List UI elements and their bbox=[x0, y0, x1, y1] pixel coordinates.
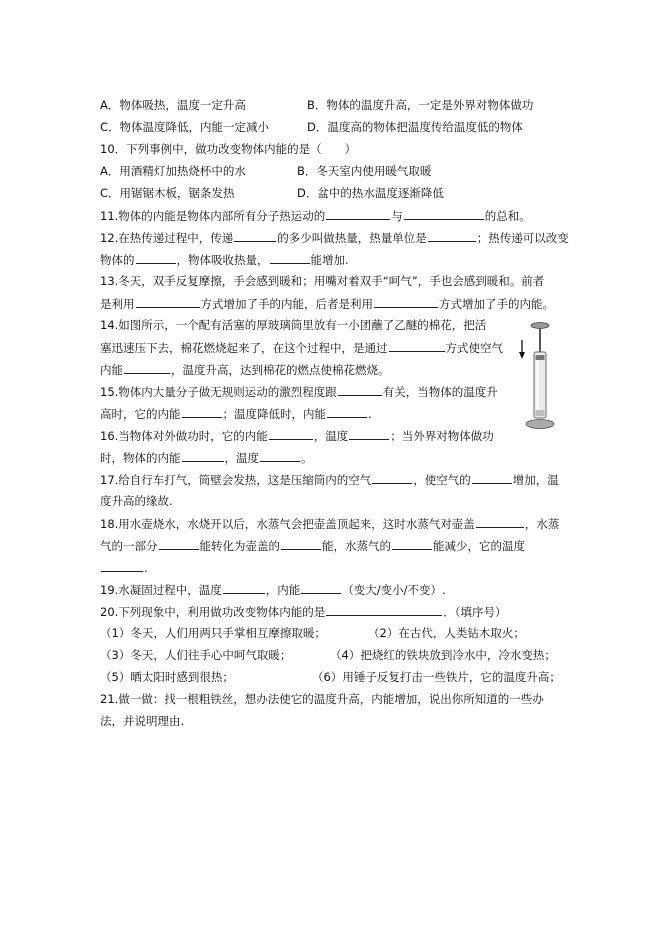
text-segment: ，温度 bbox=[313, 429, 349, 443]
text-segment: 。 bbox=[301, 451, 313, 465]
answer-blank[interactable] bbox=[476, 516, 524, 528]
answer-blank[interactable] bbox=[270, 252, 310, 264]
text-line bbox=[312, 670, 561, 684]
text-segment: 塞迅速压下去，棉花燃烧起来了，在这个过程中，是通过 bbox=[100, 341, 388, 355]
text-line bbox=[100, 296, 554, 311]
text-segment: 12.在热传递过程中，传递 bbox=[100, 231, 234, 245]
answer-blank[interactable] bbox=[472, 472, 512, 484]
text-segment: （变大/变小/不变）. bbox=[342, 583, 446, 597]
text-line bbox=[100, 120, 269, 134]
text-segment: 度升高的缘故. bbox=[100, 494, 173, 508]
text-segment: （6）用锤子反复打击一些铁片，它的温度升高； bbox=[312, 670, 561, 684]
answer-blank[interactable] bbox=[326, 208, 390, 220]
answer-blank[interactable] bbox=[428, 230, 476, 242]
text-line bbox=[100, 604, 507, 619]
text-segment: ，内能 bbox=[265, 583, 301, 597]
answer-blank[interactable] bbox=[260, 450, 300, 462]
text-line bbox=[100, 208, 531, 223]
down-arrow-icon bbox=[519, 340, 525, 359]
text-segment: 11.物体的内能是物体内部所有分子热运动的 bbox=[100, 209, 326, 223]
text-line bbox=[100, 538, 525, 553]
text-segment: D．温度高的物体把温度传给温度低的物体 bbox=[307, 120, 523, 134]
text-segment: C．用锯锯木板，锯条发热 bbox=[100, 186, 235, 200]
text-segment: 方式增加了手的内能，后者是利用 bbox=[200, 297, 373, 311]
text-line bbox=[100, 230, 569, 245]
text-line bbox=[100, 648, 291, 662]
text-line bbox=[100, 274, 544, 288]
text-line bbox=[100, 516, 559, 531]
text-segment: 19.水凝固过程中，温度 bbox=[100, 583, 222, 597]
text-line bbox=[100, 98, 246, 112]
text-segment: 18.用水壶烧水，水烧开以后，水蒸气会把壶盖顶起来，这时水蒸气对壶盖 bbox=[100, 517, 475, 531]
answer-blank[interactable] bbox=[182, 450, 224, 462]
text-segment: C．物体温度降低，内能一定减小 bbox=[100, 120, 270, 134]
text-segment: D．盆中的热水温度逐渐降低 bbox=[297, 186, 444, 200]
text-line bbox=[100, 450, 313, 465]
answer-blank[interactable] bbox=[392, 538, 432, 550]
text-segment: ，温度升高，达到棉花的燃点使棉花燃烧。 bbox=[171, 363, 390, 377]
text-segment: . bbox=[368, 407, 372, 421]
text-segment: 16.当物体对外做功时，它的内能 bbox=[100, 429, 268, 443]
text-line bbox=[100, 692, 544, 706]
text-segment: 增加，温 bbox=[512, 473, 559, 487]
text-segment: 物体的 bbox=[100, 253, 135, 267]
answer-blank[interactable] bbox=[269, 428, 313, 440]
answer-blank[interactable] bbox=[374, 296, 438, 308]
text-segment: （3）冬天，人们往手心中呵气取暖； bbox=[100, 648, 292, 662]
text-line bbox=[100, 472, 559, 487]
answer-blank[interactable] bbox=[326, 604, 442, 616]
answer-blank[interactable] bbox=[327, 406, 367, 418]
text-segment: 13.冬天，双手反复摩擦，手会感到暖和；用嘴对着双手“呵气”，手也会感到暖和。前者 bbox=[100, 274, 545, 288]
text-line bbox=[100, 494, 173, 508]
text-segment: ；当外界对物体做功 bbox=[390, 429, 494, 443]
text-segment: ，物体吸收热量， bbox=[176, 253, 269, 267]
text-segment: （1）冬天，人们用两只手掌相互摩擦取暖； bbox=[100, 626, 326, 640]
piston-icon bbox=[531, 323, 549, 357]
answer-blank[interactable] bbox=[159, 538, 199, 550]
tube-base bbox=[526, 420, 554, 429]
text-line bbox=[100, 428, 494, 443]
answer-blank[interactable] bbox=[404, 208, 484, 220]
answer-blank[interactable] bbox=[281, 538, 321, 550]
text-segment: 高时，它的内能 bbox=[100, 407, 181, 421]
text-line bbox=[100, 186, 235, 200]
text-segment: 有关，当物体的温度升 bbox=[382, 385, 498, 399]
text-line bbox=[100, 252, 349, 267]
answer-blank[interactable] bbox=[349, 428, 389, 440]
text-segment: ．（填序号） bbox=[443, 605, 507, 619]
text-segment: 15.物体内大量分子做无规则运动的激烈程度跟 bbox=[100, 385, 337, 399]
text-segment: 是利用 bbox=[100, 297, 135, 311]
answer-blank[interactable] bbox=[223, 582, 265, 594]
text-segment: 能增加. bbox=[310, 253, 349, 267]
answer-blank[interactable] bbox=[136, 296, 200, 308]
text-line bbox=[100, 142, 356, 156]
text-segment: 能，水蒸气的 bbox=[322, 539, 391, 553]
text-segment: 能减少，它的温度 bbox=[433, 539, 525, 553]
text-line bbox=[100, 362, 390, 377]
answer-blank[interactable] bbox=[234, 230, 276, 242]
text-line bbox=[100, 714, 184, 728]
text-segment: ，水蒸 bbox=[524, 517, 560, 531]
answer-blank[interactable] bbox=[182, 406, 222, 418]
text-segment: （4）把烧红的铁块放到冷水中，冷水变热； bbox=[330, 648, 556, 662]
text-segment: 与 bbox=[391, 209, 403, 223]
answer-blank[interactable] bbox=[124, 362, 170, 374]
text-segment: （2）在古代，人类钻木取火； bbox=[368, 626, 525, 640]
text-segment: B．冬天室内使用暖气取暖 bbox=[297, 164, 432, 178]
text-line bbox=[297, 164, 431, 178]
text-segment: 气的一部分 bbox=[100, 539, 158, 553]
text-segment: 21.做一做：找一根粗铁丝，想办法使它的温度升高，内能增加，说出你所知道的一些办 bbox=[100, 692, 544, 706]
text-segment: 法，并说明理由. bbox=[100, 714, 185, 728]
text-segment: ，温度 bbox=[224, 451, 259, 465]
text-segment: B．物体的温度升高，一定是外界对物体做功 bbox=[307, 98, 534, 112]
text-segment: A．物体吸热，温度一定升高 bbox=[100, 98, 246, 112]
text-segment: 17.给自行车打气，筒壁会发热，这是压缩筒内的空气 bbox=[100, 473, 372, 487]
answer-blank[interactable] bbox=[101, 560, 143, 572]
text-segment: 的总和。 bbox=[484, 209, 531, 223]
glass-tube-icon bbox=[534, 352, 546, 418]
text-line bbox=[100, 384, 498, 399]
text-segment: 14.如图所示，一个配有活塞的厚玻璃筒里放有一小团蘸了乙醚的棉花，把活 bbox=[100, 318, 487, 332]
text-line bbox=[100, 340, 503, 355]
glass-tube-piston-figure bbox=[517, 322, 557, 434]
text-segment: A．用酒精灯加热烧杯中的水 bbox=[100, 164, 246, 178]
text-segment: ；温度降低时，内能 bbox=[222, 407, 326, 421]
text-segment: 的多少叫做热量，热量单位是 bbox=[277, 231, 427, 245]
text-segment: 10．下列事例中，做功改变物体内能的是（ ） bbox=[100, 142, 357, 156]
text-line bbox=[307, 120, 523, 134]
text-segment: 时，物体的内能 bbox=[100, 451, 181, 465]
text-line bbox=[100, 582, 446, 597]
text-line bbox=[368, 626, 525, 640]
answer-blank[interactable] bbox=[301, 582, 341, 594]
answer-blank[interactable] bbox=[372, 472, 412, 484]
text-line bbox=[297, 186, 444, 200]
text-line bbox=[100, 560, 148, 575]
text-segment: 内能 bbox=[100, 363, 123, 377]
text-line bbox=[307, 98, 533, 112]
answer-blank[interactable] bbox=[389, 340, 445, 352]
text-segment: 方式使空气 bbox=[445, 341, 503, 355]
text-segment: 20.下列现象中，利用做功改变物体内能的是 bbox=[100, 605, 326, 619]
text-line bbox=[100, 164, 246, 178]
text-line bbox=[100, 318, 486, 332]
text-segment: ；热传递可以改变 bbox=[476, 231, 569, 245]
text-line bbox=[100, 626, 326, 640]
text-line bbox=[100, 406, 372, 421]
text-segment: （5）晒太阳时感到很热； bbox=[100, 670, 234, 684]
text-segment: ，使空气的 bbox=[413, 473, 471, 487]
text-segment: 能转化为壶盖的 bbox=[199, 539, 280, 553]
answer-blank[interactable] bbox=[136, 252, 176, 264]
text-segment: 方式增加了手的内能。 bbox=[439, 297, 554, 311]
text-segment: . bbox=[144, 561, 148, 575]
text-line bbox=[100, 670, 234, 684]
text-line bbox=[330, 648, 556, 662]
answer-blank[interactable] bbox=[338, 384, 382, 396]
